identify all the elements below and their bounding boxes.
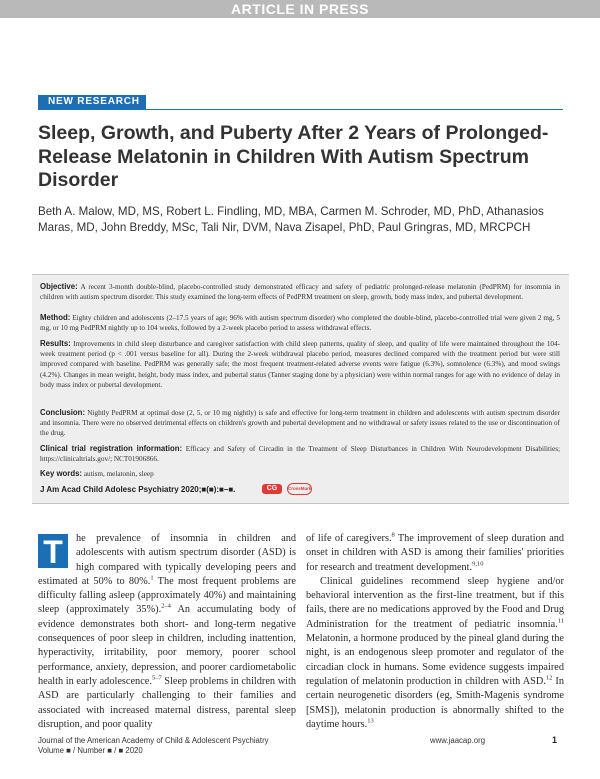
abstract-results (40, 339, 560, 390)
intro-text-3: An accumulating body of evidence demonstrates both short- and long-term negative consequences of poor sleep in children, including inattention, hyperactivity, irritability, poor memory, poorer school performance, anxiety, depression, and poorer cardiometabolic health in early adolescence. (38, 604, 296, 687)
citation[interactable]: 13 (367, 717, 374, 725)
body-column-left (38, 532, 296, 732)
right-text-3: Clinical guidelines recommend sleep hygiene and/or behavioral intervention as the first-line treatment, but if this fails, there are no medications approved by the Food and Drug Administration for the treatment of pediatric insomnia. (306, 575, 564, 630)
keywords-text: autism, melatonin, sleep (83, 470, 154, 478)
keywords-label: Key words: (40, 469, 83, 478)
body-column-right (306, 532, 564, 732)
section-label: NEW RESEARCH (38, 95, 146, 109)
trial-text: Efficacy and Safety of Circadin in the Treatment of Sleep Disturbances in Children With Neurodevelopment Disabilities; https://clinicaltrials.gov/; NCT01906866. (40, 445, 560, 464)
footer-url[interactable]: www.jaacap.org (430, 736, 486, 745)
citation[interactable]: 2–4 (161, 603, 171, 611)
article-title: Sleep, Growth, and Puberty After 2 Years of Prolonged-Release Melatonin in Children With Autism Spectrum Disorder (38, 122, 549, 191)
cg-badge[interactable]: CG (262, 484, 282, 494)
method-label: Method: (40, 313, 71, 322)
right-text-2: The improvement of sleep duration and onset in children with ASD is among their families' priorities for research and treatment development. (306, 533, 564, 573)
journal-reference: J Am Acad Child Adolesc Psychiatry 2020;■(■):■–■. (40, 485, 236, 494)
citation[interactable]: 12 (545, 674, 553, 682)
right-text-4: Melatonin, a hormone produced by the pineal gland during the night, is an endogenous sleep promoter and regulator of the circadian clock in humans. Some evidence suggests impaired regulation of melatonin production in children with ASD. (306, 633, 564, 687)
article-in-press-banner: ARTICLE IN PRESS (0, 0, 600, 18)
objective-label: Objective: (40, 282, 78, 291)
intro-text-2: The most frequent problems are difficulty falling asleep (approximately 40%) and maintaining sleep (approximately 35%). (38, 575, 296, 616)
citation[interactable]: 11 (557, 617, 564, 625)
right-text-5: In certain neurogenetic disorders (eg, Smith-Magenis syndrome [SMS]), melatonin production is abnormally shifted to the daytime hours. (306, 675, 565, 730)
method-text: Eighty children and adolescents (2–17.5 years of age; 96% with autism spectrum disorder) who completed the double-blind, placebo-controlled trial were given 2 mg, 5 mg, or 10 mg PedPRM nightly up to 104 weeks, followed by a 2-week placebo period to assess withdrawal effects. (40, 314, 560, 333)
guidelines-paragraph (306, 575, 564, 732)
abstract-keywords (40, 469, 560, 479)
footer-volume: Volume ■ / Number ■ / ■ 2020 (38, 746, 143, 755)
results-text: Improvements in child sleep disturbance and caregiver satisfaction with child sleep patterns, quality of sleep, and quality of life were maintained throughout the 104-week treatment period (p < .001 versus baseline for all). During the 2-week withdrawal placebo period, measures declined compared with the treatment period but were still improved compared with baseline. PedPRM was generally safe; the most frequent treatment-related adverse events were fatigue (6.3%), somnolence (6.3%), and mood swings (4.2%). Changes in mean weight, height, body mass index, and pubertal status (Tanner staging done by a physician) were within normal ranges for age with no evidence of delay in body mass index or pubertal development. (40, 340, 560, 389)
abstract-method (40, 313, 560, 333)
trial-label: Clinical trial registration information: (40, 444, 183, 453)
abstract-conclusion (40, 408, 560, 439)
page-number: 1 (552, 735, 558, 745)
conclusion-text: Nightly PedPRM at optimal dose (2, 5, or 10 mg nightly) is safe and effective for long-term treatment in children and adolescents with autism spectrum disorder and insomnia. There were no observed detrimental effects on children's growth and pubertal development and no withdrawal or safety issues related to the use or discontinuation of the drug. (40, 409, 561, 438)
objective-text: A recent 3-month double-blind, placebo-controlled study demonstrated efficacy and safety of pediatric prolonged-release melatonin (PedPRM) for insomnia in children with autism spectrum disorder. This study examined the long-term effects of PedPRM treatment on sleep, growth, body mass index, and pubertal development. (40, 283, 560, 302)
abstract-trial-registration (40, 444, 560, 464)
crossmark-label: CrossMark (288, 486, 312, 491)
right-text-1: of life of caregivers. (306, 533, 392, 544)
footer-journal (38, 736, 269, 756)
footer-journal-name: Journal of the American Academy of Child & Adolescent Psychiatry (38, 736, 269, 745)
continuation-paragraph (306, 532, 564, 575)
conclusion-label: Conclusion: (40, 408, 86, 417)
intro-text-4: Sleep problems in children with ASD are particularly challenging to their families and associated with increased maternal distress, parental sleep disruption, and poor quality (38, 675, 297, 730)
citation[interactable]: 1 (150, 574, 154, 582)
citation[interactable]: 9,10 (472, 560, 484, 568)
abstract-objective (40, 282, 560, 302)
results-label: Results: (40, 339, 71, 348)
intro-paragraph (38, 532, 296, 732)
citation[interactable]: 5–7 (151, 674, 162, 682)
author-list: Beth A. Malow, MD, MS, Robert L. Findling, MD, MBA, Carmen M. Schroder, MD, PhD, Athanasios Maras, MD, John Breddy, MSc, Tali Nir, DVM, Nava Zisapel, PhD, Paul Gringras, MD, MRCPCH (38, 205, 544, 234)
crossmark-icon[interactable] (287, 483, 312, 495)
citation[interactable]: 8 (391, 531, 395, 539)
intro-text-1: he prevalence of insomnia in children and adolescents with autism spectrum disorder (ASD) is high compared with typically developing peers and estimated at 50% to 80%. (38, 533, 296, 587)
section-divider (38, 109, 563, 110)
dropcap: T (38, 534, 68, 568)
